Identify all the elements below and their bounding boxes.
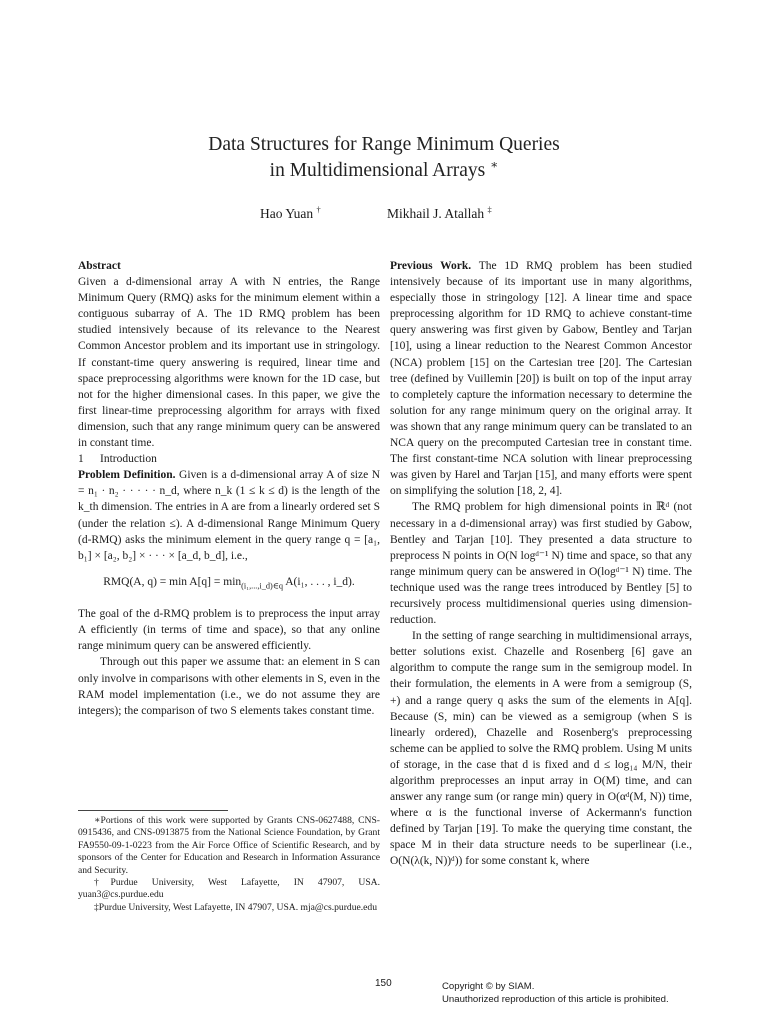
section-number: 1: [78, 453, 84, 466]
author-1-name: Hao Yuan: [260, 206, 314, 221]
footnote-author-2: ‡Purdue University, West Lafayette, IN 47907, USA. mja@cs.purdue.edu: [94, 901, 378, 913]
footnote-author-1: †Purdue University, West Lafayette, IN 47907, USA. yuan3@cs.purdue.edu: [78, 877, 380, 901]
left-column: [78, 258, 380, 719]
abstract-heading: Abstract: [78, 260, 121, 272]
section-heading-introduction: [78, 451, 380, 467]
page-number: 150: [375, 978, 392, 989]
previous-work-runin: Previous Work.: [390, 260, 472, 272]
abstract-text: Given a d-dimensional array A with N entries, the Range Minimum Query (RMQ) asks for the minimum element within a contiguous subarray of A. The 1D RMQ problem has been studied intensively because of its relevance to the Nearest Common Ancestor problem and its important use in stringology. If constant-time query answering is required, linear time and space preprocessing algorithms were known for the 1D case, but not for the higher dimensional cases. In this paper, we give the first linear-time preprocessing algorithm for arrays with fixed dimension, such that any range minimum query can be answered in constant time.: [78, 276, 380, 450]
footnotes: [78, 810, 380, 914]
author-2-mark: ‡: [487, 205, 492, 215]
title-footnote-mark: ∗: [490, 157, 499, 172]
high-dimensional-paragraph: The RMQ problem for high dimensional points in ℝᵈ (not necessary in a d-dimensional array) was first studied by Gabow, Bentley and Tarjan [10]. They presented a data structure to preprocess N points in O(N logᵈ⁻¹ N) time and space, so that any range minimum query can be answered in O(logᵈ⁻¹ N) time. The technique used was the range trees introduced by Bentley [5] to recursively process multidimensional queries using dimension-reduction.: [390, 501, 692, 627]
author-1: [260, 206, 321, 222]
title-line-1: Data Structures for Range Minimum Queries: [208, 134, 560, 155]
problem-definition-text: Given is a d-dimensional array A of size N = n₁ · n₂ · · · · · n_d, where n_k (1 ≤ k ≤ d) is the length of the k_th dimension. The entries in A are from a linearly ordered set S (under the relation ≤). A d-dimensional Range Minimum Query (d-RMQ) asks the minimum element in the query range q = [a₁, b₁] × [a₂, b₂] × · · · × [a_d, b_d], i.e.,: [78, 469, 381, 562]
rmq-formula: [78, 574, 380, 594]
previous-work-text: The 1D RMQ problem has been studied intensively because of its important use in many algorithms, especially those in stringology [12]. A linear time and space preprocessing algorithm for 1D RMQ to achieve constant-time query answering was first given by Gabow, Bentley and Tarjan [10], using a linear reduction to the Nearest Common Ancestor (NCA) problem [15] on the Cartesian tree [20]. The Cartesian tree (defined by Vuillemin [20]) is built on top of the input array to completely capture the information necessary to determine the solution for any range minimum query on the original array. It was shown that any range minimum query can be translated to an NCA query on the precomputed Cartesian tree in constant time. The first constant-time NCA solution with linear preprocessing was given by Harel and Tarjan [15], and many efforts were spent on simplifying the solution [18, 2, 4].: [390, 260, 693, 498]
previous-work-paragraph: [390, 258, 692, 499]
footnote-rule: [78, 810, 228, 811]
formula-left: RMQ(A, q) = min A[q] =: [103, 575, 221, 588]
author-1-mark: †: [316, 205, 321, 215]
formula-min: min: [223, 575, 242, 588]
goal-paragraph: The goal of the d-RMQ problem is to preprocess the input array A efficiently (in terms of time and space), so that any online range minimum query can be answered efficiently.: [78, 608, 380, 653]
copyright-line: Copyright © by SIAM.: [442, 981, 535, 992]
range-searching-paragraph: In the setting of range searching in multidimensional arrays, better solutions exist. Chazelle and Rosenberg [6] gave an algorithm to compute the range sum in the semigroup model. In their formulation, the elements in A were from a semigroup (S, +) and a range query q asks the sum of the elements in A[q]. Because (S, min) can be viewed as a semigroup (when S is linearly ordered), Chazelle and Rosenberg's preprocessing scheme can be applied to solve the RMQ problem. Using M units of storage, in the case that d is fixed and d ≤ log₁₄ M/N, their algorithm preprocesses an input array in O(M) time, and can answer any range sum (or range min) query in O(αᵈ(M, N)) time, where α is the functional inverse of Ackermann's function defined by Tarjan [19]. To make the querying time constant, the space M in their data structure needs to be superlinear (i.e., O(N(λ(k, N))ᵈ)) for some constant k, where: [390, 630, 692, 868]
footnote-funding: ∗Portions of this work were supported by Grants CNS-0627488, CNS-0915436, and CNS-0913875 from the National Science Foundation, by Grant FA9550-09-1-0223 from the Air Force Office of Scientific Research, and by sponsors of the Center for Education and Research in Information Assurance and Security.: [78, 815, 380, 876]
problem-definition-paragraph: [78, 467, 380, 564]
section-title: Introduction: [100, 453, 157, 466]
copyright-notice: [442, 980, 669, 1006]
formula-right: A(i₁, . . . , i_d).: [285, 575, 355, 588]
reproduction-notice: Unauthorized reproduction of this article is prohibited.: [442, 994, 669, 1005]
formula-subscript: (i₁,...,i_d)∈q: [241, 581, 283, 591]
title-line-2-text: in Multidimensional Arrays: [269, 160, 486, 181]
title-line-2: [0, 158, 768, 184]
right-column: [390, 258, 692, 870]
paper-title: [0, 132, 768, 184]
author-2-name: Mikhail J. Atallah: [387, 206, 485, 221]
author-2: [387, 206, 492, 222]
assumption-paragraph: Through out this paper we assume that: an element in S can only involve in comparisons with other elements in S, even in the RAM model implementation (i.e., we do not assume they are integers); the comparison of two S elements takes constant time.: [78, 656, 380, 717]
problem-definition-runin: Problem Definition.: [78, 469, 176, 482]
